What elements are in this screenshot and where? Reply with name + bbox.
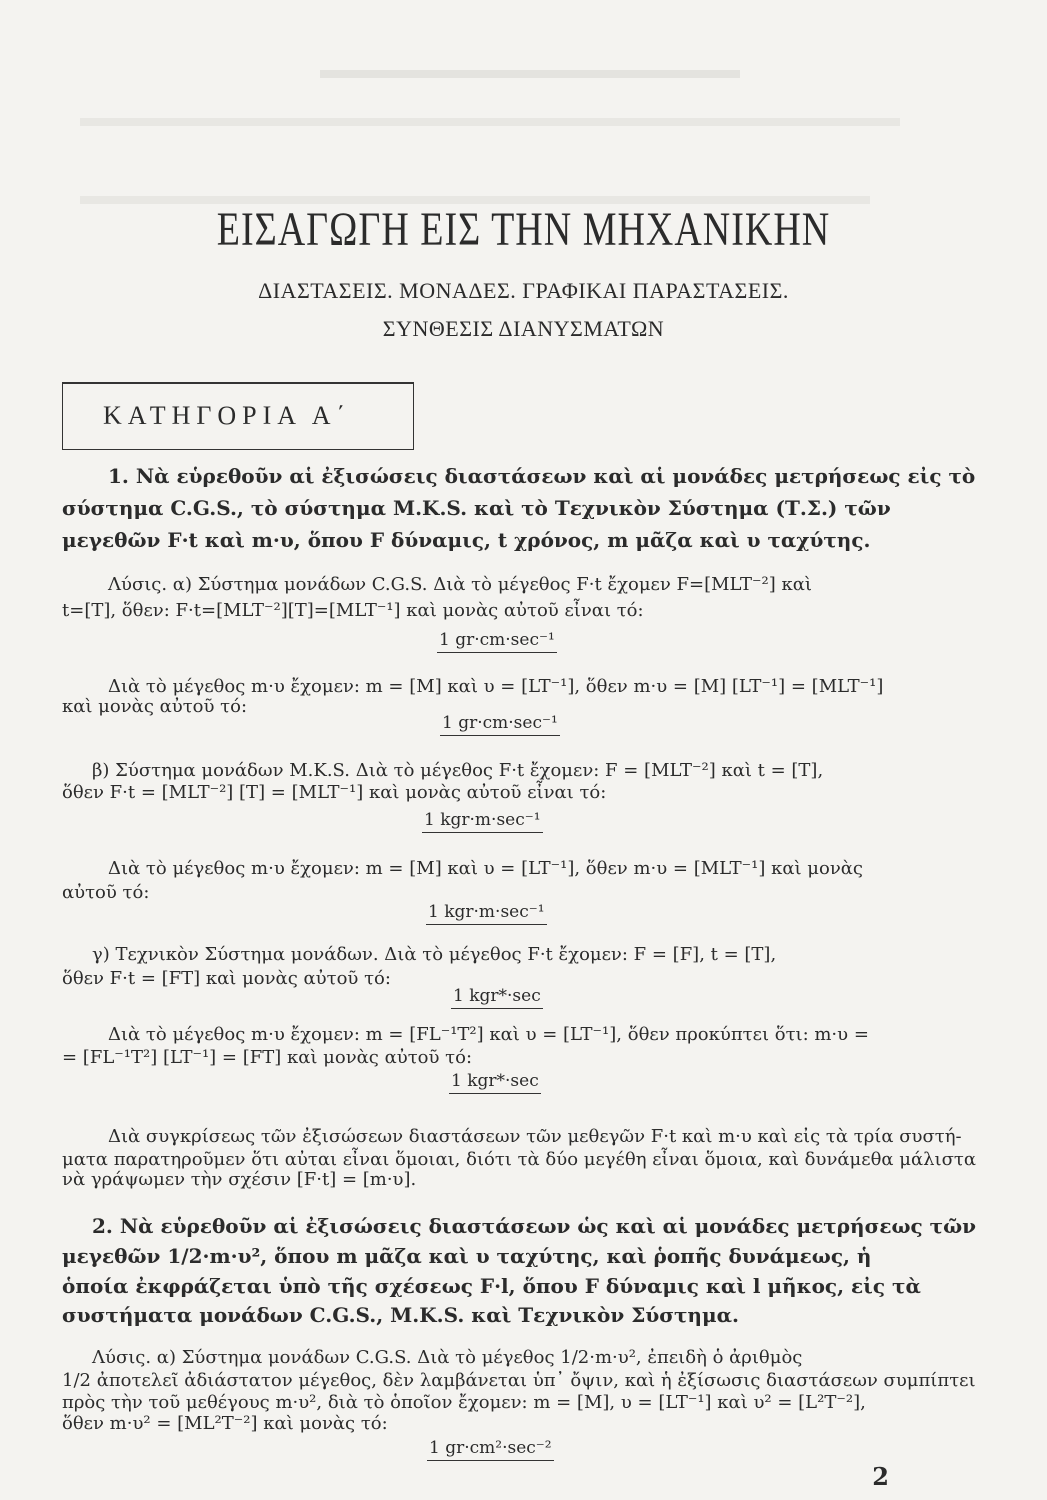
problem-2-line: μεγεθῶν 1/2·m·υ², ὅπου m μᾶζα καὶ υ ταχύτης, καὶ ῥοπῆς δυνάμεως, ἡ xyxy=(62,1244,872,1268)
solution-line: Λύσις. α) Σύστημα μονάδων C.G.S. Διὰ τὸ μέγεθος F·t ἔχομεν F=[MLT⁻²] καὶ xyxy=(108,574,812,595)
subtitle-line-1: ΔΙΑΣΤΑΣΕΙΣ. ΜΟΝΑΔΕΣ. ΓΡΑΦΙΚΑΙ ΠΑΡΑΣΤΑΣΕΙΣ. xyxy=(258,278,789,303)
solution-line: Διὰ τὸ μέγεθος m·υ ἔχομεν: m = [M] καὶ υ = [LT⁻¹], ὅθεν m·υ = [M] [LT⁻¹] = [MLT⁻¹] xyxy=(108,676,884,697)
solution-line: β) Σύστημα μονάδων M.K.S. Διὰ τὸ μέγεθος F·t ἔχομεν: F = [MLT⁻²] καὶ t = [T], xyxy=(92,760,824,781)
page-number: 2 xyxy=(872,1462,889,1491)
bleed-through-mark xyxy=(80,118,900,126)
solution-line: πρὸς τὴν τοῦ μεθέγους m·υ², διὰ τὸ ὁποῖον ἔχομεν: m = [M], υ = [LT⁻¹] καὶ υ² = [L²T⁻²], xyxy=(62,1392,866,1413)
bleed-through-mark xyxy=(320,70,740,78)
solution-line: 1/2 ἀποτελεῖ ἀδιάστατον μέγεθος, δὲν λαμβάνεται ὑπ᾿ ὄψιν, καὶ ἡ ἐξίσωσις διαστάσεων συμπίπτει xyxy=(62,1370,976,1391)
solution-line: ὅθεν m·υ² = [ML²T⁻²] καὶ μονὰς τό: xyxy=(62,1413,388,1434)
unit-result: 1 kgr·m·sec⁻¹ xyxy=(422,810,543,833)
category-label: ΚΑΤΗΓΟΡΙΑ Α΄ xyxy=(103,401,352,430)
problem-1-line: μεγεθῶν F·t καὶ m·υ, ὅπου F δύναμις, t χρόνος, m μᾶζα καὶ υ ταχύτης. xyxy=(62,528,871,552)
unit-result: 1 kgr*·sec xyxy=(451,986,543,1009)
subtitle-line-2: ΣΥΝΘΕΣΙΣ ΔΙΑΝΥΣΜΑΤΩΝ xyxy=(382,316,665,341)
solution-line: Διὰ συγκρίσεως τῶν ἐξισώσεων διαστάσεων τῶν μεθεγῶν F·t καὶ m·υ καὶ εἰς τὰ τρία συστή- xyxy=(108,1126,962,1147)
unit-result: 1 kgr·m·sec⁻¹ xyxy=(426,902,547,925)
solution-line: γ) Τεχνικὸν Σύστημα μονάδων. Διὰ τὸ μέγεθος F·t ἔχομεν: F = [F], t = [T], xyxy=(92,944,777,965)
solution-line: ὅθεν F·t = [FT] καὶ μονὰς αὐτοῦ τό: xyxy=(62,968,391,989)
page-title: ΕΙΣΑΓΩΓΗ ΕΙΣ ΤΗΝ ΜΗΧΑΝΙΚΗΝ xyxy=(216,203,831,257)
unit-result: 1 gr·cm·sec⁻¹ xyxy=(437,630,557,653)
problem-1-line: σύστημα C.G.S., τὸ σύστημα M.K.S. καὶ τὸ Τεχνικὸν Σύστημα (Τ.Σ.) τῶν xyxy=(62,496,891,520)
solution-line: Διὰ τὸ μέγεθος m·υ ἔχομεν: m = [FL⁻¹T²] καὶ υ = [LT⁻¹], ὅθεν προκύπτει ὅτι: m·υ = xyxy=(108,1024,869,1045)
problem-2-line: ὁποία ἐκφράζεται ὑπὸ τῆς σχέσεως F·l, ὅπου F δύναμις καὶ l μῆκος, εἰς τὰ xyxy=(62,1274,921,1298)
solution-line: Διὰ τὸ μέγεθος m·υ ἔχομεν: m = [M] καὶ υ = [LT⁻¹], ὅθεν m·υ = [MLT⁻¹] καὶ μονὰς xyxy=(108,858,864,879)
unit-result: 1 gr·cm·sec⁻¹ xyxy=(440,713,560,736)
solution-line: αὐτοῦ τό: xyxy=(62,882,150,903)
problem-1-line: 1. Νὰ εὑρεθοῦν αἱ ἐξισώσεις διαστάσεων καὶ αἱ μονάδες μετρήσεως εἰς τὸ xyxy=(108,464,976,488)
unit-result: 1 gr·cm²·sec⁻² xyxy=(427,1438,554,1461)
solution-line: Λύσις. α) Σύστημα μονάδων C.G.S. Διὰ τὸ μέγεθος 1/2·m·υ², ἐπειδὴ ὁ ἀριθμὸς xyxy=(92,1347,803,1368)
category-box xyxy=(62,382,414,450)
solution-line: καὶ μονὰς αὐτοῦ τό: xyxy=(62,696,248,717)
solution-line: t=[T], ὅθεν: F·t=[MLT⁻²][T]=[MLT⁻¹] καὶ μονὰς αὐτοῦ εἶναι τό: xyxy=(62,600,644,621)
solution-line: = [FL⁻¹T²] [LT⁻¹] = [FT] καὶ μονὰς αὐτοῦ τό: xyxy=(62,1047,473,1068)
problem-2-line: 2. Νὰ εὑρεθοῦν αἱ ἐξισώσεις διαστάσεων ὡς καὶ αἱ μονάδες μετρήσεως τῶν xyxy=(92,1214,977,1238)
unit-result: 1 kgr*·sec xyxy=(449,1071,541,1094)
problem-2-line: συστήματα μονάδων C.G.S., M.K.S. καὶ Τεχνικὸν Σύστημα. xyxy=(62,1303,739,1327)
solution-line: ματα παρατηροῦμεν ὅτι αὐται εἶναι ὅμοιαι, διότι τὰ δύο μεγέθη εἶναι ὅμοια, καὶ δυνάμεθα μάλιστα xyxy=(62,1149,977,1170)
solution-line: νὰ γράψωμεν τὴν σχέσιν [F·t] = [m·υ]. xyxy=(62,1169,417,1190)
solution-line: ὅθεν F·t = [MLT⁻²] [T] = [MLT⁻¹] καὶ μονὰς αὐτοῦ εἶναι τό: xyxy=(62,782,607,803)
